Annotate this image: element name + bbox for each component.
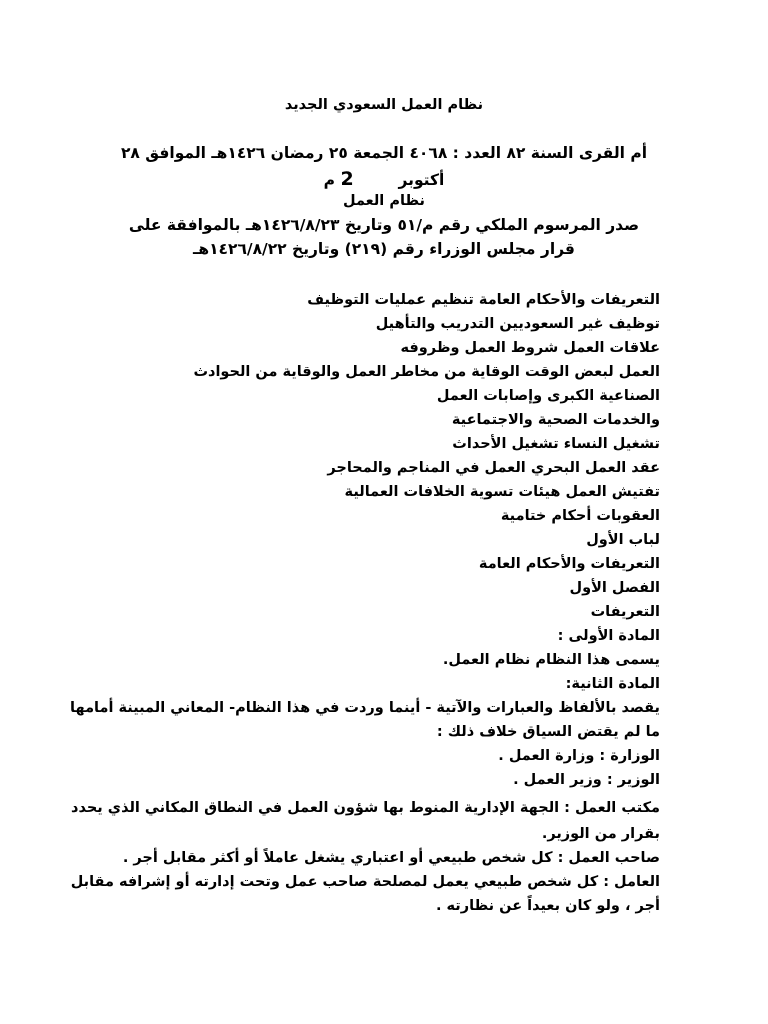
toc-line: الصناعية الكبرى وإصابات العمل: [436, 388, 660, 404]
source-line-2: [0, 168, 768, 191]
decree-line-1: صدر المرسوم الملكي رقم م/٥١ وتاريخ ١٤٢٦/٨/٢٣هـ بالموافقة على: [128, 216, 640, 234]
source-line-1: أم القرى السنة ٨٢ العدد : ٤٠٦٨ الجمعة ٢٥ رمضان ١٤٢٦هـ الموافق ٢٨: [120, 144, 648, 162]
toc-line: تشغيل النساء تشغيل الأحداث: [452, 436, 660, 452]
toc-line: العقوبات أحكام ختامية: [500, 508, 660, 524]
part-heading: لباب الأول: [586, 532, 660, 548]
law-name: نظام العمل: [343, 193, 425, 209]
toc-line: عقد العمل البحري العمل في المناجم والمحاجر: [327, 460, 660, 476]
toc-line: توظيف غير السعوديين التدريب والتأهيل: [375, 316, 660, 332]
toc-line: التعريفات والأحكام العامة تنظيم عمليات التوظيف: [307, 292, 660, 308]
article-text: يقصد بالألفاظ والعبارات والآتية - أينما وردت في هذا النظام- المعاني المبينة أمامها: [70, 700, 660, 716]
toc-line: تفتيش العمل هيئات تسوية الخلافات العمالية: [344, 484, 660, 500]
part-title: التعريفات والأحكام العامة: [478, 556, 660, 572]
definition-line: الوزارة : وزارة العمل .: [498, 748, 660, 764]
definition-line: أجر ، ولو كان بعيداً عن نظارته .: [435, 898, 660, 914]
definition-line: مكتب العمل : الجهة الإدارية المنوط بها شؤون العمل في النطاق المكاني الذي يحدد: [71, 800, 660, 816]
definition-line: العامل : كل شخص طبيعي يعمل لمصلحة صاحب عمل وتحت إدارته أو إشرافه مقابل: [70, 874, 660, 890]
article-heading: المادة الأولى :: [557, 628, 660, 644]
document-title: نظام العمل السعودي الجديد: [284, 97, 484, 113]
toc-line: والخدمات الصحية والاجتماعية: [451, 412, 660, 428]
source-year: 2: [340, 168, 354, 190]
toc-line: علاقات العمل شروط العمل وظروفه: [400, 340, 660, 356]
definition-line: صاحب العمل : كل شخص طبيعي أو اعتباري يشغل عاملاً أو أكثر مقابل أجر .: [122, 850, 660, 866]
article-text: يسمى هذا النظام نظام العمل.: [442, 652, 660, 668]
decree-line-2: قرار مجلس الوزراء رقم (٢١٩) وتاريخ ١٤٢٦/٨/٢٢هـ: [193, 240, 575, 258]
chapter-title: التعريفات: [590, 604, 660, 620]
article-text: ما لم يقتض السياق خلاف ذلك :: [436, 724, 660, 740]
article-heading: المادة الثانية:: [565, 676, 660, 692]
definition-line: الوزير : وزير العمل .: [513, 772, 660, 788]
definition-line: بقرار من الوزير.: [541, 826, 660, 842]
chapter-heading: الفصل الأول: [569, 580, 660, 596]
source-year-suffix: م: [323, 171, 336, 189]
source-month: أكتوبر: [398, 171, 445, 189]
toc-line: العمل لبعض الوقت الوقاية من مخاطر العمل والوقاية من الحوادث: [193, 364, 660, 380]
